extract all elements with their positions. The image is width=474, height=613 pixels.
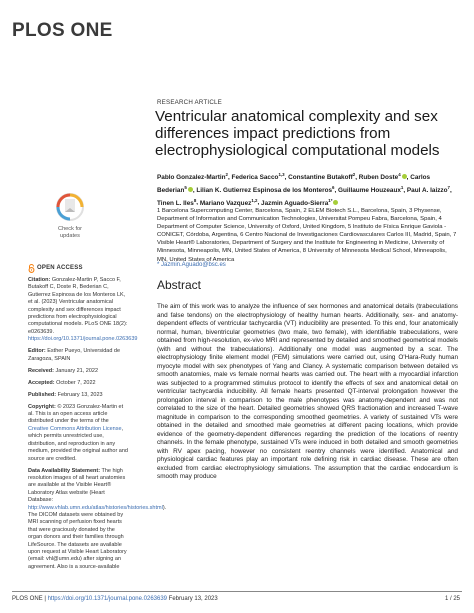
editor-block [28, 348, 128, 363]
received-block [28, 368, 128, 375]
author-name: Pablo Gonzalez-Martin$^2$ [157, 172, 228, 182]
copyright-tail: , which permits unrestricted use, distribution, and reproduction in any medium, provided the original author and source are credited. [28, 425, 128, 462]
author-affiliation-sup: 2 [352, 172, 356, 177]
article-type: RESEARCH ARTICLE [157, 99, 222, 106]
author-name: Guillaume Houzeaux$^1$ [338, 184, 404, 194]
open-access-icon [28, 264, 35, 273]
editor-text: Esther Pueyo, Universidad de Zaragoza, SPAIN [28, 348, 121, 362]
copyright-block [28, 404, 128, 463]
author-name: Carlos Bederian$^5$ [157, 174, 431, 194]
affiliations: 1 Barcelona Supercomputing Center, Barcelona, Spain, 2 ELEM Biotech S.L., Barcelona, Spain, 3 Physense, Department of Information and Communication Technologies, Universitat Pompeu Fabra, Barcelona, Spain, 4 Department of Computer Science, University of Oxford, United Kingdom, 5 Instituto de Física Enrique Gaviola - CONICET, Córdoba, Argentina, 6 Centro Nacional de Investigaciones Cardiovasculares Carlos III, Madrid, Spain, 7 Visible Heart® Laboratories, Department of Surgery and the Institute for Engineering in Medicine, University of Minnesota, Minneapolis, MN, United States of America, 8 University of Minnesota Medical School, Minneapolis, MN, United States of America [157, 208, 457, 263]
copyright-label: Copyright: [28, 403, 56, 410]
author-affiliation-sup: 6 [332, 184, 335, 190]
author-affiliation-sup: 1 [400, 184, 404, 190]
accepted-block [28, 380, 128, 387]
editor-label: Editor: [28, 348, 46, 355]
footer-date: February 13, 2023 [167, 596, 218, 602]
author-name: Paul A. Iaizzo$^7$ [406, 184, 450, 194]
author-affiliation-sup: 2 [225, 172, 228, 177]
accepted-date: October 7, 2022 [54, 379, 96, 386]
article-title: Ventricular anatomical complexity and sex differences impact predictions from electrophysiological computational models [155, 108, 440, 159]
orcid-icon[interactable] [333, 200, 338, 205]
logo-one: ONE [70, 20, 113, 41]
author-affiliation-sup: 8 [193, 197, 197, 203]
article-metadata-sidebar [28, 277, 167, 576]
author-name: Jazmin Aguado-Sierra$^{1*}$ [261, 200, 338, 207]
author-affiliation-sup: 7 [447, 184, 450, 190]
page-number: 1 / 25 [444, 596, 460, 602]
published-date: February 13, 2023 [56, 391, 103, 398]
citation-block [28, 277, 138, 344]
check-for-updates-icon[interactable] [55, 192, 85, 226]
author-name: Mariano Vazquez$^{1,2}$ [199, 197, 258, 207]
author-affiliation-sup: 1* [328, 197, 333, 203]
received-date: January 21, 2022 [54, 367, 99, 374]
citation-text: Gonzalez-Martin P, Sacco F, Butakoff C, Doste R, Bederian C, Gutierrez Espinosa de los Monteros LK, et al. (2023) Ventricular anatomical complexity and sex differences impact predictions from electrophysiological computational models. PLoS ONE 18(2): e0263639. [28, 277, 128, 335]
author-name: Ruben Doste$^4$ [359, 174, 407, 181]
corresponding-email[interactable]: * Jazmin.Aguado@bsc.es [157, 262, 226, 268]
footer-doi-link[interactable]: https://doi.org/10.1371/journal.pone.0263639 [47, 596, 168, 602]
data-availability-text: The high resolution images of all heart anatomies are available at the Visible Heart® Laboratory Atlas website (Heart Database: [28, 467, 126, 504]
author-affiliation-sup: 1,3 [278, 172, 285, 177]
logo-plos: PLOS [12, 20, 65, 41]
open-access-label [37, 265, 83, 271]
author-affiliation-sup: 1,2 [251, 197, 258, 203]
author-list: Pablo Gonzalez-Martin$^2$, Federica Sacco$^{1,3}$, Constantine Butakoff$^2$, Ruben Doste$^4$ , Carlos Bederian$^5$ , Lilian K. Gutierrez Espinosa de los Monteros$^6$, Guillaume Houzeaux$^1$, Paul A. Iaizzo$^7$, Tinen L. Iles$^8$, Mariano Vazquez$^{1,2}$, Jazmin Aguado-Sierra$^{1*}$ [157, 172, 452, 207]
received-label: Received: [28, 367, 54, 374]
abstract-text: The aim of this work was to analyze the influence of sex hormones and anatomical details (trabeculations and false tendons) on the electrophysiology of healthy human hearts. Additionally, sex- and anatomy-dependent effects of ventricular tachycardia (VT) inducibility are presented. To this end, four anatomically normal, human, biventricular geometries (two male, two female), with identifiable trabeculations, were obtained from high-resolution, ex-vivo MRI and represented by detailed and smoothed geometrical models (with and without the trabeculations). Additionally one model was augmented by a scar. The electrophysiology finite element model (FEM) simulations were carried out, using O'Hara-Rudy human myocyte model with sex phenotypes of Yang and Clancy. A systematic comparison between detailed vs smooth anatomies, male vs female normal hearts was carried out. The heart with a myocardial infarction was subjected to a programmed stimulus protocol to identify the effects of sex and anatomical detail on ventricular tachycardia inducibility. All female hearts presented QT-interval prolongation however the prolongation interval in comparison to the male phenotypes was anatomy-dependent and was not correlated to the size of the heart. Detailed geometries showed QRS fractionation and increased T-wave magnitude in comparison to the corresponding smoothed geometries. A variety of sustained VTs were obtained in the detailed and smoothed male geometries at different pacing locations, which provide evidence of the geometry-dependent differences regarding the prediction of the locations of reentry channels. In the female phenotype, sustained VTs were induced in both detailed and smooth geometries with RV apex pacing, however no consistent reentry channels were identified. Anatomical and physiological cardiac features play an important role defining risk in cardiac disease. These are often excluded from cardiac electrophysiology simulations. The assumption that the cardiac endocardium is smooth may produce [157, 303, 458, 480]
author-affiliation-sup: 4 [398, 172, 401, 177]
author-name: Federica Sacco$^{1,3}$ [231, 172, 285, 182]
citation-label: Citation: [28, 277, 51, 283]
published-block [28, 392, 128, 399]
author-affiliation-sup: 5 [184, 184, 187, 190]
data-availability-label: Data Availability Statement: [28, 467, 101, 474]
data-availability-block [28, 467, 167, 572]
footer-divider [12, 591, 462, 592]
copyright-text: © 2023 Gonzalez-Martin et al. This is an open access article distributed under the terms of the [28, 403, 124, 425]
orcid-icon[interactable] [402, 174, 407, 179]
abstract-heading: Abstract [157, 278, 202, 292]
license-link[interactable]: Creative Commons Attribution License [28, 425, 122, 432]
accepted-label: Accepted: [28, 379, 55, 386]
atlas-link[interactable]: http://www.vhlab.umn.edu/atlas/histories/histories.shtml [28, 504, 163, 511]
orcid-icon[interactable] [188, 187, 193, 192]
author-name: Lilian K. Gutierrez Espinosa de los Monteros$^6$ [196, 184, 335, 194]
open-access-text: OPEN ACCESS [37, 265, 83, 271]
check-for-updates-label[interactable]: Check for updates [58, 226, 82, 239]
citation-doi-link[interactable]: https://doi.org/10.1371/journal.pone.0263639 [28, 336, 138, 343]
data-availability-tail: ). The DICOM datasets were obtained by MRI scanning of perfusion fixed hearts that were graciously donated by the organ donors and their families through LifeSource. The datasets are available upon request at Visible Heart Laboratory (email: vhl@umn.edu) after signing an agreement. Also is a source-available [28, 504, 167, 570]
published-label: Published: [28, 391, 57, 398]
footer-journal: PLOS ONE | [12, 596, 48, 602]
author-name: Tinen L. Iles$^8$ [157, 197, 197, 207]
author-name: Constantine Butakoff$^2$ [288, 172, 356, 182]
footer [12, 596, 218, 602]
journal-logo [12, 20, 113, 42]
